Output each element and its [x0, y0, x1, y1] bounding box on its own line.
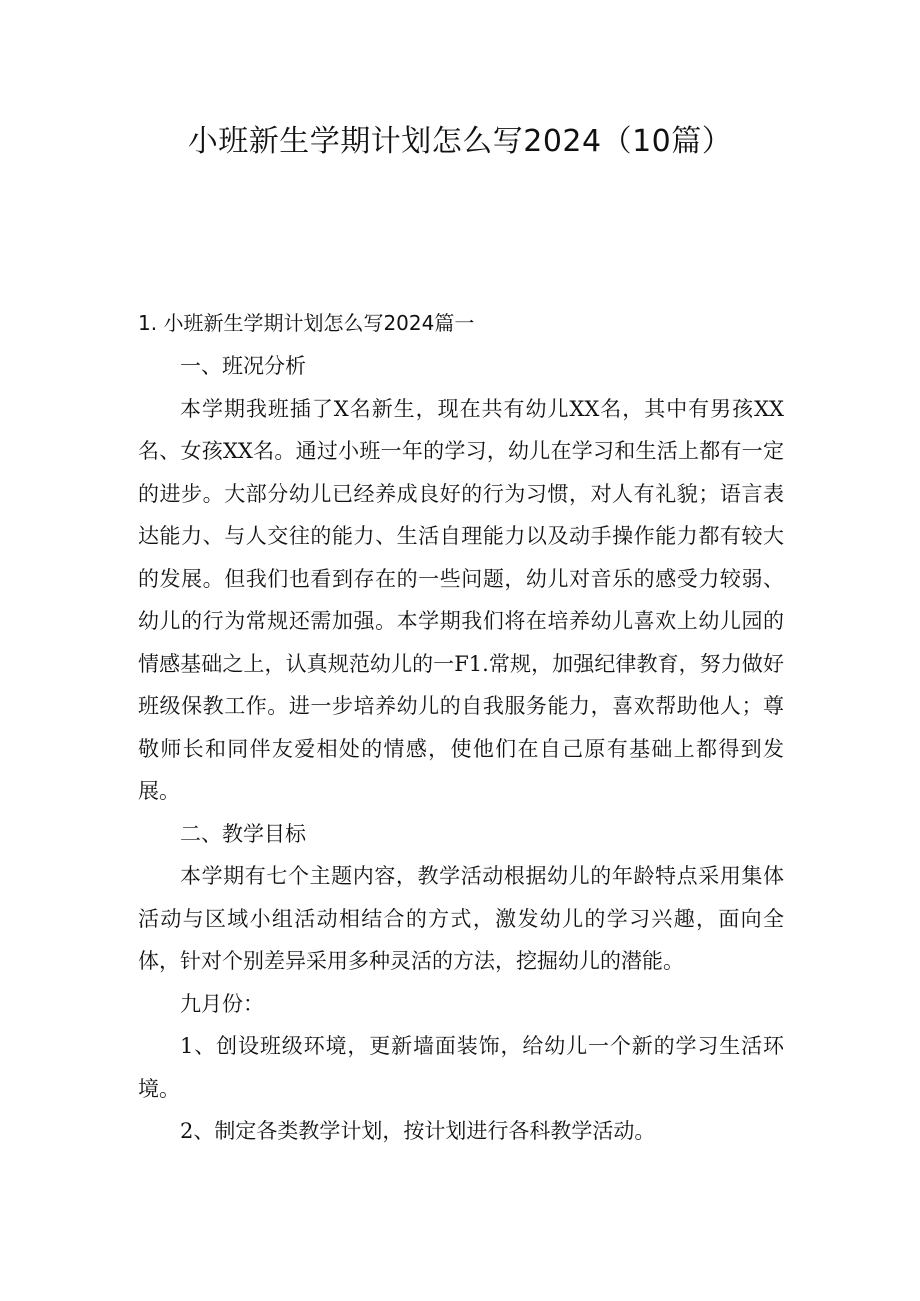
heading-teaching-goals: 二、教学目标 [180, 821, 306, 846]
document-title: 小班新生学期计划怎么写2024（10篇） [187, 124, 733, 159]
document-body [138, 305, 784, 1153]
heading-class-analysis: 一、班况分析 [180, 354, 306, 378]
paragraph-class-analysis: 本学期我班插了X名新生，现在共有幼儿XX名，其中有男孩XX名、女孩XX名。通过小班一年的学习，幼儿在学习和生活上都有一定的进步。大部分幼儿已经养成良好的行为习惯，对人有礼貌；语言表达能力、与人交往的能力、生活自理能力以及动手操作能力都有较大的发展。但我们也看到存在的一些问题，幼儿对音乐的感受力较弱、幼儿的行为常规还需加强。本学期我们将在培养幼儿喜欢上幼儿园的情感基础之上，认真规范幼儿的一F1.常规，加强纪律教育，努力做好班级保教工作。进一步培养幼儿的自我服务能力，喜欢帮助他人；尊敬师长和同伴友爱相处的情感，使他们在自己原有基础上都得到发展。 [138, 396, 784, 803]
section-title: 1. 小班新生学期计划怎么写2024篇一 [138, 311, 475, 335]
list-item-2: 2、制定各类教学计划，按计划进行各科教学活动。 [180, 1119, 656, 1143]
paragraph-teaching-goals: 本学期有七个主题内容，教学活动根据幼儿的年龄特点采用集体活动与区域小组活动相结合的方式，激发幼儿的学习兴趣，面向全体，针对个别差异采用多种灵活的方法，挖掘幼儿的潜能。 [138, 864, 784, 973]
list-item-1: 1、创设班级环境，更新墙面装饰，给幼儿一个新的学习生活环境。 [138, 1034, 784, 1101]
month-label-september: 九月份： [180, 991, 264, 1016]
